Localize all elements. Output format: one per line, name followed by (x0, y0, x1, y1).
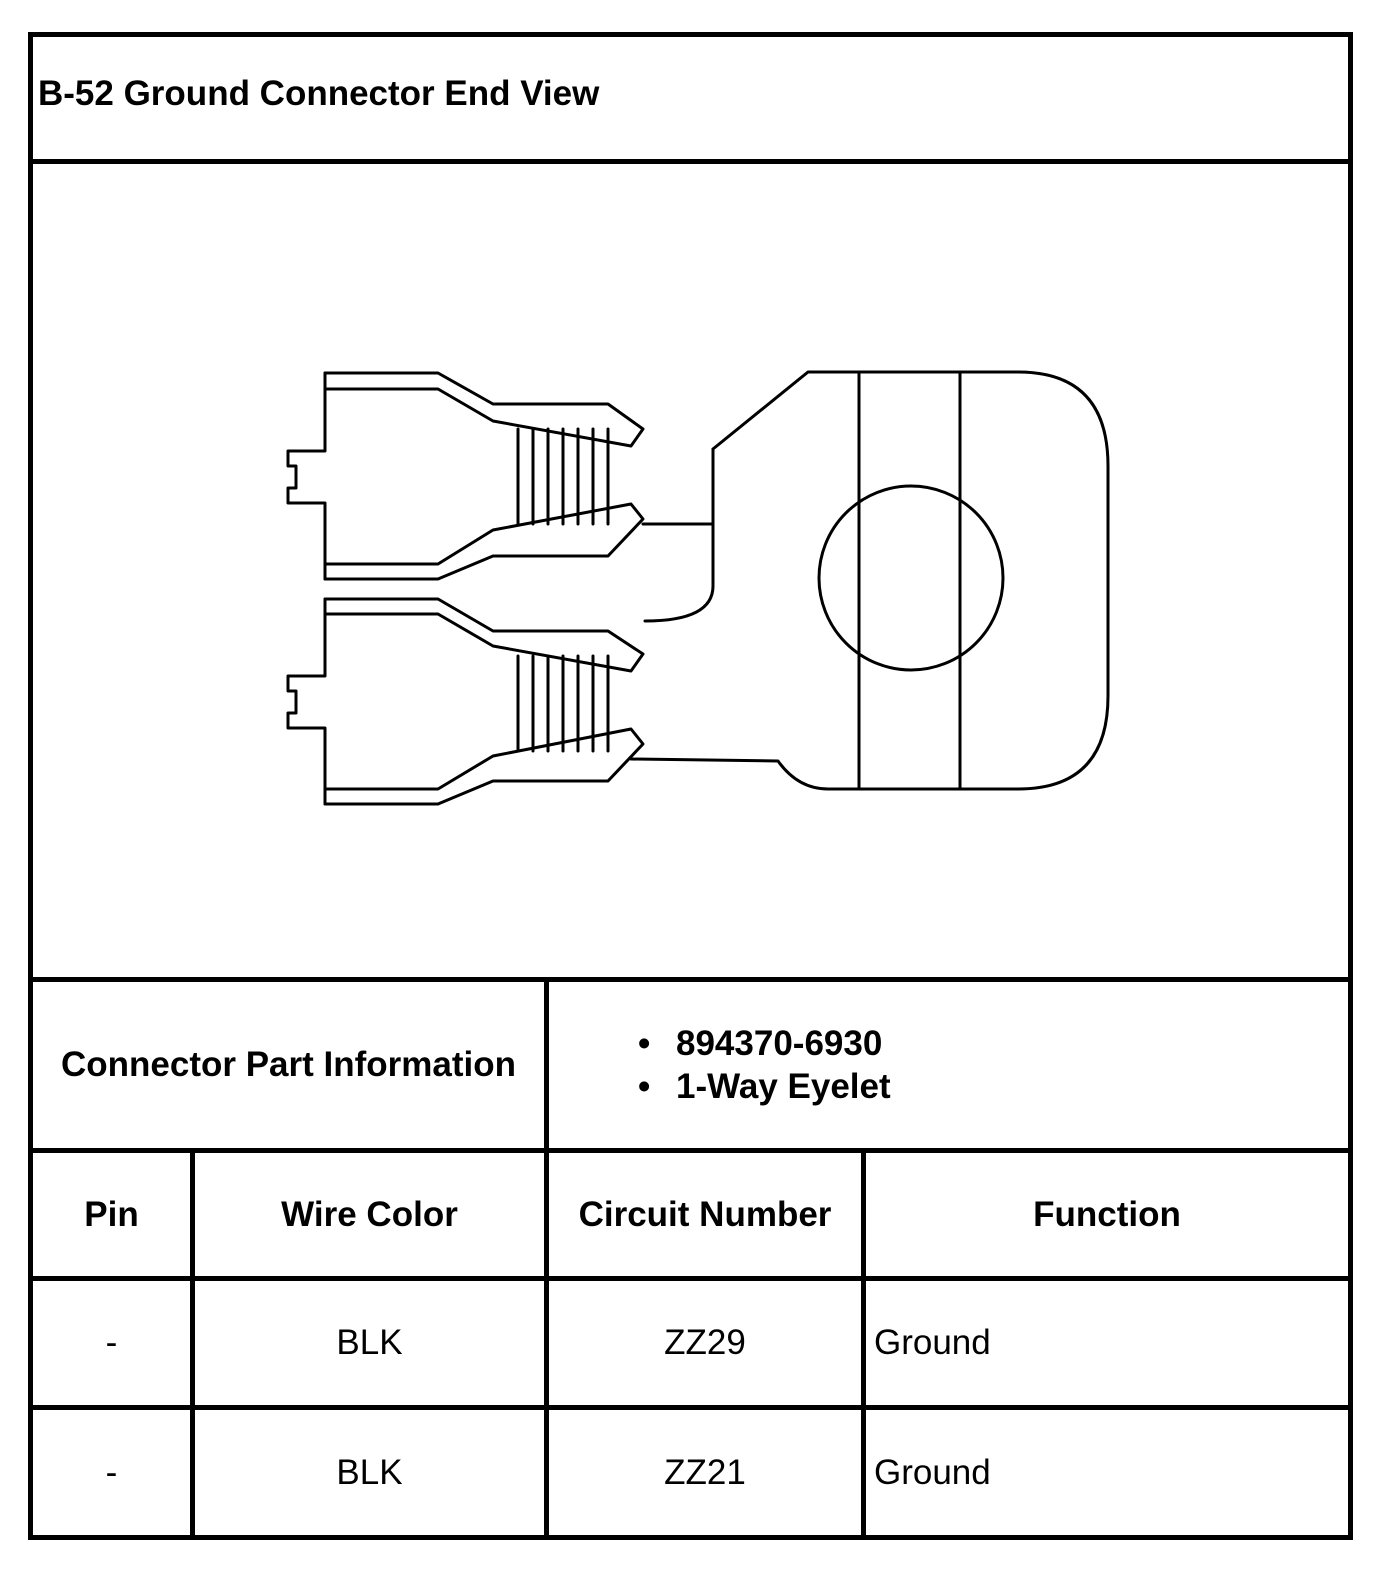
table-cell-circuit-number: ZZ29 (664, 1323, 746, 1362)
column-header-circuit-number: Circuit Number (578, 1194, 832, 1234)
table-cell-function: Ground (874, 1452, 991, 1492)
connector-part-info-label: Connector Part Information (60, 1045, 517, 1084)
eyelet-lug-outline (631, 372, 1108, 789)
eyelet-hole-icon (819, 486, 1003, 670)
connector-end-view-diagram (33, 166, 1348, 978)
part-number: • 894370-6930 (638, 1022, 891, 1065)
column-header-function: Function (1033, 1194, 1181, 1234)
table-cell-wire-color: BLK (336, 1323, 403, 1362)
column-header-pin: Pin (84, 1194, 139, 1234)
part-description: • 1-Way Eyelet (638, 1065, 891, 1108)
table-cell-function: Ground (874, 1323, 991, 1362)
connector-sheet (28, 32, 1353, 1540)
table-cell-pin: - (105, 1452, 118, 1492)
divider (28, 159, 1353, 164)
column-header-wire-color: Wire Color (281, 1194, 458, 1234)
upper-terminal (288, 373, 713, 579)
page-title: B-52 Ground Connector End View (38, 74, 600, 113)
table-cell-pin: - (105, 1323, 118, 1362)
part-info-list (638, 1022, 891, 1108)
eyelet-lug-neck (645, 449, 713, 621)
table-cell-wire-color: BLK (336, 1452, 403, 1492)
lower-terminal (288, 599, 643, 804)
table-cell-circuit-number: ZZ21 (664, 1452, 746, 1492)
